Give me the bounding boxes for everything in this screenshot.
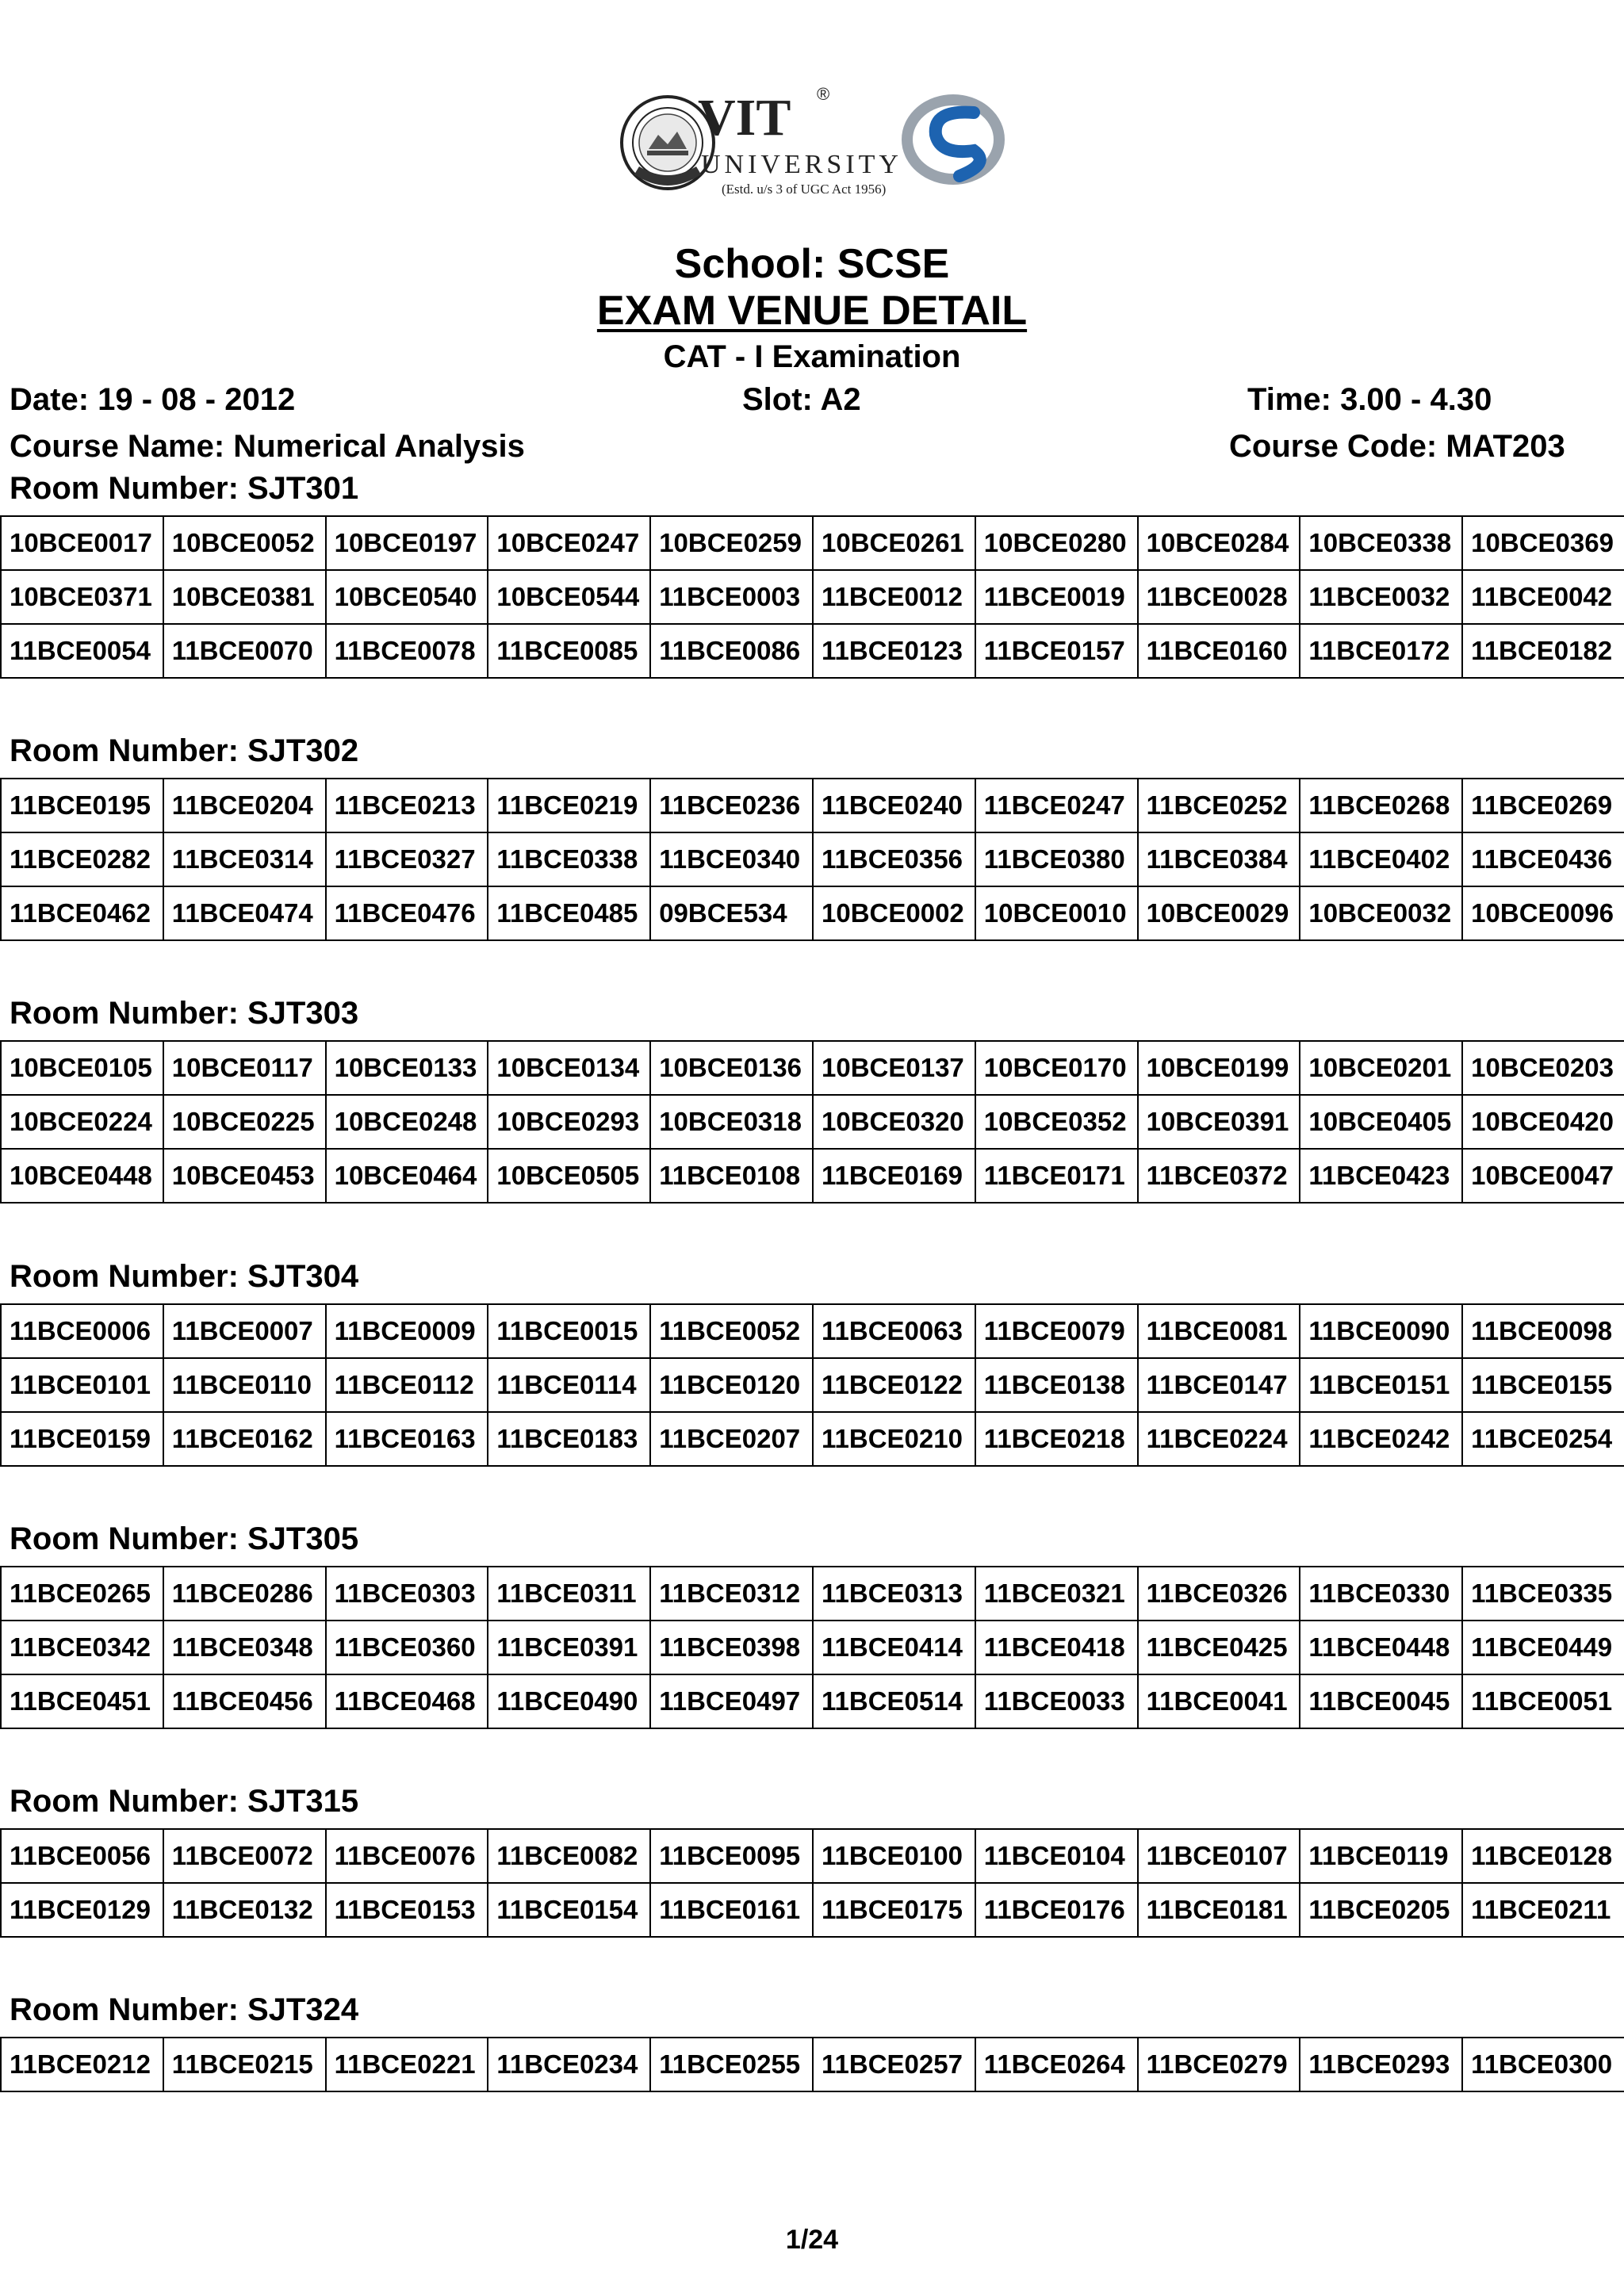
register-number-cell: 11BCE0056 [1, 1829, 163, 1883]
register-number-cell: 11BCE0414 [813, 1621, 975, 1674]
register-number-cell: 10BCE0201 [1300, 1041, 1462, 1095]
register-number-cell: 11BCE0132 [163, 1883, 326, 1937]
seating-table [0, 2037, 1624, 2092]
register-number-cell: 11BCE0006 [1, 1304, 163, 1358]
register-number-cell: 11BCE0311 [488, 1567, 650, 1621]
table-row [1, 1674, 1624, 1728]
register-number-cell: 11BCE0215 [163, 2038, 326, 2091]
register-number-cell: 10BCE0133 [326, 1041, 488, 1095]
course-name: Course Name: Numerical Analysis [10, 429, 525, 464]
registered-mark: ® [817, 84, 830, 104]
register-number-cell: 11BCE0082 [488, 1829, 650, 1883]
register-number-cell: 11BCE0151 [1300, 1358, 1462, 1412]
register-number-cell: 10BCE0047 [1462, 1149, 1624, 1203]
register-number-cell: 11BCE0348 [163, 1621, 326, 1674]
register-number-cell: 11BCE0112 [326, 1358, 488, 1412]
register-number-cell: 11BCE0090 [1300, 1304, 1462, 1358]
register-number-cell: 11BCE0032 [1300, 570, 1462, 624]
register-number-cell: 11BCE0234 [488, 2038, 650, 2091]
register-number-cell: 11BCE0398 [650, 1621, 813, 1674]
register-number-cell: 11BCE0176 [975, 1883, 1138, 1937]
room-number-label: Room Number: SJT303 [10, 996, 359, 1031]
register-number-cell: 11BCE0081 [1138, 1304, 1300, 1358]
table-row [1, 1621, 1624, 1674]
room-number-label: Room Number: SJT304 [10, 1259, 359, 1294]
register-number-cell: 10BCE0259 [650, 516, 813, 570]
register-number-cell: 11BCE0279 [1138, 2038, 1300, 2091]
register-number-cell: 11BCE0335 [1462, 1567, 1624, 1621]
register-number-cell: 11BCE0219 [488, 779, 650, 832]
register-number-cell: 10BCE0170 [975, 1041, 1138, 1095]
register-number-cell: 11BCE0104 [975, 1829, 1138, 1883]
register-number-cell: 10BCE0405 [1300, 1095, 1462, 1149]
register-number-cell: 11BCE0314 [163, 832, 326, 886]
register-number-cell: 11BCE0195 [1, 779, 163, 832]
register-number-cell: 11BCE0078 [326, 624, 488, 678]
register-number-cell: 11BCE0252 [1138, 779, 1300, 832]
register-number-cell: 11BCE0161 [650, 1883, 813, 1937]
register-number-cell: 10BCE0010 [975, 886, 1138, 940]
register-number-cell: 11BCE0372 [1138, 1149, 1300, 1203]
register-number-cell: 11BCE0254 [1462, 1412, 1624, 1466]
register-number-cell: 11BCE0286 [163, 1567, 326, 1621]
register-number-cell: 11BCE0476 [326, 886, 488, 940]
register-number-cell: 11BCE0402 [1300, 832, 1462, 886]
register-number-cell: 11BCE0436 [1462, 832, 1624, 886]
register-number-cell: 11BCE0326 [1138, 1567, 1300, 1621]
register-number-cell: 11BCE0210 [813, 1412, 975, 1466]
register-number-cell: 10BCE0540 [326, 570, 488, 624]
table-row [1, 832, 1624, 886]
register-number-cell: 11BCE0072 [163, 1829, 326, 1883]
register-number-cell: 11BCE0182 [1462, 624, 1624, 678]
register-number-cell: 10BCE0261 [813, 516, 975, 570]
register-number-cell: 11BCE0384 [1138, 832, 1300, 886]
room-number-label: Room Number: SJT301 [10, 471, 359, 506]
register-number-cell: 11BCE0015 [488, 1304, 650, 1358]
register-number-cell: 11BCE0129 [1, 1883, 163, 1937]
register-number-cell: 11BCE0236 [650, 779, 813, 832]
page-number: 1/24 [785, 2225, 839, 2255]
register-number-cell: 10BCE0464 [326, 1149, 488, 1203]
register-number-cell: 11BCE0360 [326, 1621, 488, 1674]
register-number-cell: 11BCE0119 [1300, 1829, 1462, 1883]
register-number-cell: 11BCE0085 [488, 624, 650, 678]
register-number-cell: 10BCE0453 [163, 1149, 326, 1203]
register-number-cell: 11BCE0207 [650, 1412, 813, 1466]
register-number-cell: 10BCE0391 [1138, 1095, 1300, 1149]
seating-table [0, 1828, 1624, 1938]
register-number-cell: 11BCE0155 [1462, 1358, 1624, 1412]
seating-table [0, 1040, 1624, 1203]
register-number-cell: 11BCE0007 [163, 1304, 326, 1358]
register-number-cell: 11BCE0212 [1, 2038, 163, 2091]
table-row [1, 2038, 1624, 2091]
register-number-cell: 11BCE0282 [1, 832, 163, 886]
register-number-cell: 10BCE0032 [1300, 886, 1462, 940]
register-number-cell: 10BCE0203 [1462, 1041, 1624, 1095]
register-number-cell: 10BCE0293 [488, 1095, 650, 1149]
register-number-cell: 10BCE0320 [813, 1095, 975, 1149]
register-number-cell: 10BCE0105 [1, 1041, 163, 1095]
register-number-cell: 11BCE0183 [488, 1412, 650, 1466]
register-number-cell: 10BCE0096 [1462, 886, 1624, 940]
register-number-cell: 11BCE0162 [163, 1412, 326, 1466]
register-number-cell: 11BCE0418 [975, 1621, 1138, 1674]
register-number-cell: 11BCE0265 [1, 1567, 163, 1621]
school-name: School: SCSE [674, 241, 950, 287]
register-number-cell: 10BCE0199 [1138, 1041, 1300, 1095]
register-number-cell: 11BCE0110 [163, 1358, 326, 1412]
table-row [1, 1567, 1624, 1621]
register-number-cell: 11BCE0330 [1300, 1567, 1462, 1621]
register-number-cell: 11BCE0468 [326, 1674, 488, 1728]
register-number-cell: 11BCE0300 [1462, 2038, 1624, 2091]
table-row [1, 516, 1624, 570]
table-row [1, 1095, 1624, 1149]
seating-table [0, 778, 1624, 941]
register-number-cell: 11BCE0213 [326, 779, 488, 832]
register-number-cell: 11BCE0154 [488, 1883, 650, 1937]
table-row [1, 779, 1624, 832]
register-number-cell: 11BCE0451 [1, 1674, 163, 1728]
table-row [1, 570, 1624, 624]
register-number-cell: 11BCE0321 [975, 1567, 1138, 1621]
register-number-cell: 10BCE0544 [488, 570, 650, 624]
register-number-cell: 11BCE0490 [488, 1674, 650, 1728]
register-number-cell: 11BCE0456 [163, 1674, 326, 1728]
register-number-cell: 11BCE0157 [975, 624, 1138, 678]
register-number-cell: 10BCE0137 [813, 1041, 975, 1095]
register-number-cell: 10BCE0017 [1, 516, 163, 570]
register-number-cell: 11BCE0098 [1462, 1304, 1624, 1358]
register-number-cell: 10BCE0284 [1138, 516, 1300, 570]
register-number-cell: 11BCE0107 [1138, 1829, 1300, 1883]
register-number-cell: 11BCE0497 [650, 1674, 813, 1728]
exam-date: Date: 19 - 08 - 2012 [10, 382, 296, 417]
register-number-cell: 11BCE0019 [975, 570, 1138, 624]
register-number-cell: 11BCE0462 [1, 886, 163, 940]
table-row [1, 1829, 1624, 1883]
register-number-cell: 11BCE0147 [1138, 1358, 1300, 1412]
register-number-cell: 11BCE0160 [1138, 624, 1300, 678]
register-number-cell: 11BCE0327 [326, 832, 488, 886]
register-number-cell: 11BCE0028 [1138, 570, 1300, 624]
register-number-cell: 11BCE0153 [326, 1883, 488, 1937]
register-number-cell: 11BCE0159 [1, 1412, 163, 1466]
register-number-cell: 11BCE0033 [975, 1674, 1138, 1728]
register-number-cell: 11BCE0070 [163, 624, 326, 678]
register-number-cell: 11BCE0051 [1462, 1674, 1624, 1728]
register-number-cell: 11BCE0514 [813, 1674, 975, 1728]
register-number-cell: 11BCE0342 [1, 1621, 163, 1674]
register-number-cell: 11BCE0485 [488, 886, 650, 940]
register-number-cell: 11BCE0269 [1462, 779, 1624, 832]
register-number-cell: 11BCE0181 [1138, 1883, 1300, 1937]
register-number-cell: 11BCE0009 [326, 1304, 488, 1358]
swirl-emblem-icon [907, 100, 999, 179]
register-number-cell: 11BCE0264 [975, 2038, 1138, 2091]
register-number-cell: 11BCE0086 [650, 624, 813, 678]
university-logo [619, 78, 1007, 205]
register-number-cell: 11BCE0108 [650, 1149, 813, 1203]
register-number-cell: 11BCE0449 [1462, 1621, 1624, 1674]
register-number-cell: 10BCE0052 [163, 516, 326, 570]
register-number-cell: 10BCE0280 [975, 516, 1138, 570]
register-number-cell: 11BCE0175 [813, 1883, 975, 1937]
register-number-cell: 11BCE0128 [1462, 1829, 1624, 1883]
register-number-cell: 10BCE0352 [975, 1095, 1138, 1149]
register-number-cell: 11BCE0100 [813, 1829, 975, 1883]
register-number-cell: 10BCE0029 [1138, 886, 1300, 940]
vit-logo-graphic [619, 78, 1007, 205]
table-row [1, 1883, 1624, 1937]
table-row [1, 1041, 1624, 1095]
register-number-cell: 11BCE0425 [1138, 1621, 1300, 1674]
register-number-cell: 11BCE0169 [813, 1149, 975, 1203]
course-code: Course Code: MAT203 [1229, 429, 1565, 464]
register-number-cell: 10BCE0136 [650, 1041, 813, 1095]
seating-table [0, 515, 1624, 679]
register-number-cell: 11BCE0356 [813, 832, 975, 886]
register-number-cell: 11BCE0380 [975, 832, 1138, 886]
register-number-cell: 11BCE0095 [650, 1829, 813, 1883]
exam-name: CAT - I Examination [663, 339, 961, 374]
register-number-cell: 10BCE0134 [488, 1041, 650, 1095]
register-number-cell: 11BCE0240 [813, 779, 975, 832]
register-number-cell: 11BCE0293 [1300, 2038, 1462, 2091]
register-number-cell: 10BCE0505 [488, 1149, 650, 1203]
register-number-cell: 11BCE0114 [488, 1358, 650, 1412]
register-number-cell: 11BCE0012 [813, 570, 975, 624]
register-number-cell: 11BCE0101 [1, 1358, 163, 1412]
register-number-cell: 10BCE0247 [488, 516, 650, 570]
register-number-cell: 11BCE0205 [1300, 1883, 1462, 1937]
register-number-cell: 11BCE0163 [326, 1412, 488, 1466]
table-row [1, 1358, 1624, 1412]
register-number-cell: 11BCE0123 [813, 624, 975, 678]
register-number-cell: 10BCE0197 [326, 516, 488, 570]
logo-established-text: (Estd. u/s 3 of UGC Act 1956) [722, 182, 887, 197]
register-number-cell: 10BCE0225 [163, 1095, 326, 1149]
register-number-cell: 11BCE0204 [163, 779, 326, 832]
register-number-cell: 11BCE0257 [813, 2038, 975, 2091]
register-number-cell: 11BCE0063 [813, 1304, 975, 1358]
register-number-cell: 10BCE0224 [1, 1095, 163, 1149]
register-number-cell: 11BCE0224 [1138, 1412, 1300, 1466]
table-row [1, 1304, 1624, 1358]
register-number-cell: 11BCE0218 [975, 1412, 1138, 1466]
register-number-cell: 11BCE0138 [975, 1358, 1138, 1412]
register-number-cell: 10BCE0420 [1462, 1095, 1624, 1149]
room-number-label: Room Number: SJT324 [10, 1992, 359, 2027]
table-row [1, 886, 1624, 940]
table-row [1, 1149, 1624, 1203]
register-number-cell: 11BCE0448 [1300, 1621, 1462, 1674]
register-number-cell: 11BCE0221 [326, 2038, 488, 2091]
register-number-cell: 11BCE0079 [975, 1304, 1138, 1358]
register-number-cell: 10BCE0002 [813, 886, 975, 940]
register-number-cell: 10BCE0117 [163, 1041, 326, 1095]
register-number-cell: 11BCE0052 [650, 1304, 813, 1358]
register-number-cell: 10BCE0369 [1462, 516, 1624, 570]
room-number-label: Room Number: SJT302 [10, 733, 359, 768]
register-number-cell: 11BCE0340 [650, 832, 813, 886]
register-number-cell: 11BCE0312 [650, 1567, 813, 1621]
exam-time: Time: 3.00 - 4.30 [1247, 382, 1492, 417]
register-number-cell: 11BCE0076 [326, 1829, 488, 1883]
register-number-cell: 11BCE0338 [488, 832, 650, 886]
register-number-cell: 11BCE0042 [1462, 570, 1624, 624]
register-number-cell: 11BCE0120 [650, 1358, 813, 1412]
room-number-label: Room Number: SJT305 [10, 1521, 359, 1556]
register-number-cell: 10BCE0318 [650, 1095, 813, 1149]
table-row [1, 624, 1624, 678]
register-number-cell: 11BCE0045 [1300, 1674, 1462, 1728]
register-number-cell: 11BCE0255 [650, 2038, 813, 2091]
register-number-cell: 11BCE0211 [1462, 1883, 1624, 1937]
register-number-cell: 11BCE0303 [326, 1567, 488, 1621]
logo-brand-text: VIT [698, 89, 791, 147]
register-number-cell: 11BCE0041 [1138, 1674, 1300, 1728]
room-number-label: Room Number: SJT315 [10, 1784, 359, 1819]
seating-table [0, 1303, 1624, 1467]
exam-slot: Slot: A2 [742, 382, 861, 417]
register-number-cell: 11BCE0474 [163, 886, 326, 940]
seating-table [0, 1566, 1624, 1729]
register-number-cell: 11BCE0391 [488, 1621, 650, 1674]
register-number-cell: 11BCE0172 [1300, 624, 1462, 678]
register-number-cell: 10BCE0448 [1, 1149, 163, 1203]
logo-university-text: UNIVERSITY [701, 150, 902, 179]
register-number-cell: 10BCE0248 [326, 1095, 488, 1149]
register-number-cell: 11BCE0247 [975, 779, 1138, 832]
register-number-cell: 11BCE0313 [813, 1567, 975, 1621]
register-number-cell: 11BCE0054 [1, 624, 163, 678]
register-number-cell: 11BCE0268 [1300, 779, 1462, 832]
register-number-cell: 11BCE0171 [975, 1149, 1138, 1203]
page-title-text: EXAM VENUE DETAIL [596, 288, 1028, 334]
register-number-cell: 11BCE0423 [1300, 1149, 1462, 1203]
register-number-cell: 09BCE534 [650, 886, 813, 940]
register-number-cell: 11BCE0003 [650, 570, 813, 624]
table-row [1, 1412, 1624, 1466]
register-number-cell: 11BCE0242 [1300, 1412, 1462, 1466]
page-title [0, 287, 1624, 335]
register-number-cell: 10BCE0381 [163, 570, 326, 624]
register-number-cell: 11BCE0122 [813, 1358, 975, 1412]
register-number-cell: 10BCE0338 [1300, 516, 1462, 570]
register-number-cell: 10BCE0371 [1, 570, 163, 624]
